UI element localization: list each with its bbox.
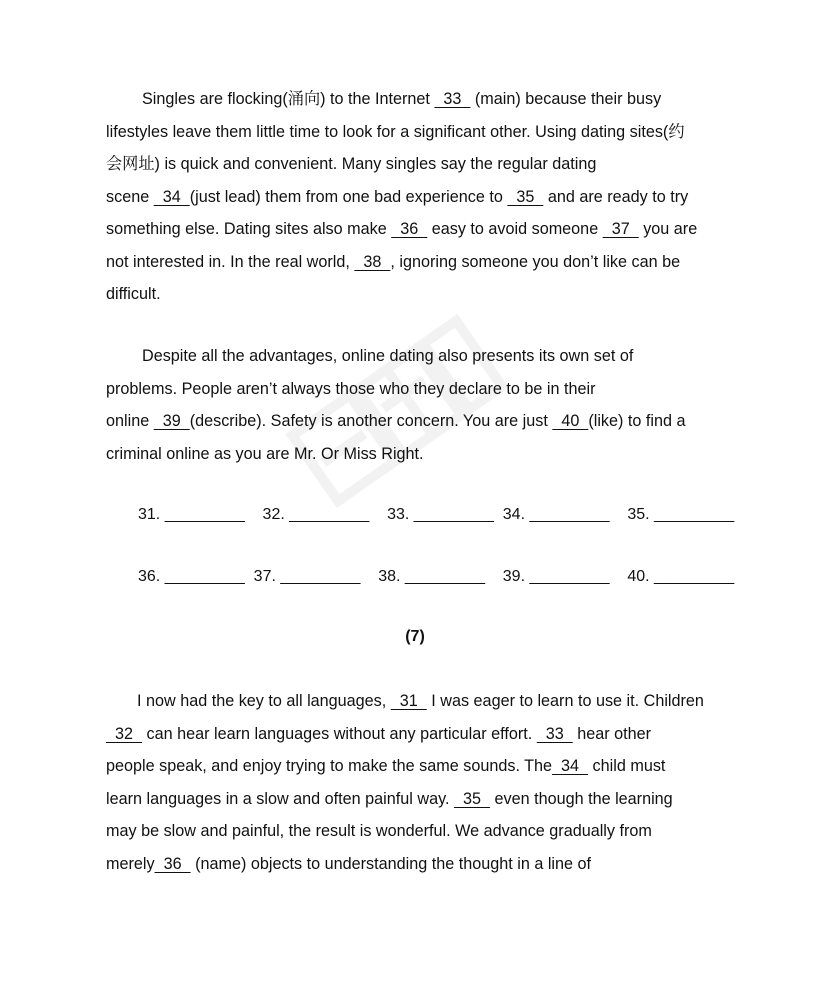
text-segment: and are ready to try <box>543 187 689 206</box>
text-segment: even though the learning <box>489 789 673 808</box>
text-line <box>106 246 730 279</box>
answer-blank: 37 <box>602 220 639 238</box>
text-line <box>106 405 730 438</box>
answer-blank: 38 <box>354 252 391 271</box>
passage-2 <box>106 340 730 470</box>
answer-blank: 40 <box>552 412 589 430</box>
answer-blank: 36 <box>154 854 191 873</box>
answer-blank: 33 <box>434 90 471 108</box>
text-line <box>106 750 730 783</box>
text-segment: something else. Dating sites also make <box>106 220 392 238</box>
text-line <box>106 373 730 406</box>
answer-row-1: 31. _________ 32. _________ 33. _________ 34. _________ 35. _________ <box>138 506 735 523</box>
text-segment: scene <box>106 187 154 206</box>
text-line <box>106 783 730 816</box>
answer-blank: 35 <box>453 789 490 808</box>
text-segment: Singles are flocking(涌向) to the Internet <box>142 90 435 108</box>
text-segment: you are <box>638 220 698 238</box>
text-segment: (describe). Safety is another concern. You are just <box>189 412 553 430</box>
text-line <box>106 685 730 718</box>
answer-blank: 35 <box>507 187 544 206</box>
answer-row-2: 36. _________ 37. _________ 38. _________ 39. _________ 40. _________ <box>138 568 735 585</box>
text-line <box>106 848 730 881</box>
text-segment: I now had the key to all languages, <box>137 692 391 710</box>
passage-1 <box>106 83 730 311</box>
text-segment: (main) because their busy <box>470 90 662 108</box>
answer-blank: 39 <box>153 412 190 430</box>
text-line <box>106 213 730 246</box>
text-line <box>106 718 730 751</box>
text-segment: problems. People aren’t always those who they declare to be in their <box>106 379 596 398</box>
text-segment: hear other <box>572 724 652 743</box>
text-line <box>106 181 730 214</box>
text-segment: easy to avoid someone <box>427 220 603 238</box>
text-segment: online <box>106 412 154 430</box>
text-line <box>106 148 730 181</box>
text-segment: child must <box>588 757 666 775</box>
answer-blank: 32 <box>106 724 142 743</box>
text-segment: lifestyles leave them little time to look for a significant other. Using dating sites(约 <box>106 122 685 141</box>
text-segment: I was eager to learn to use it. Children <box>426 692 704 710</box>
text-segment: , ignoring someone you don’t like can be <box>390 252 681 271</box>
text-segment: criminal online as you are Mr. Or Miss Right. <box>106 444 424 463</box>
text-line <box>106 116 730 149</box>
text-segment: (name) objects to understanding the thought in a line of <box>190 854 592 873</box>
answer-blank: 34 <box>153 187 190 206</box>
passage-3 <box>106 685 730 880</box>
text-line <box>106 278 730 311</box>
text-segment: difficult. <box>106 285 161 303</box>
text-segment: (just lead) them from one bad experience to <box>189 187 508 206</box>
text-segment: (like) to find a <box>588 412 686 430</box>
text-line <box>106 83 730 116</box>
answer-blank: 36 <box>391 220 428 238</box>
text-line <box>106 438 730 471</box>
answer-blank: 31 <box>390 692 427 710</box>
answer-blank: 34 <box>552 757 589 775</box>
text-segment: people speak, and enjoy trying to make the same sounds. The <box>106 757 553 775</box>
text-line <box>106 815 730 848</box>
text-segment: may be slow and painful, the result is wonderful. We advance gradually from <box>106 822 652 840</box>
text-segment: 会网址) is quick and convenient. Many singles say the regular dating <box>106 155 597 173</box>
text-segment: Despite all the advantages, online dating also presents its own set of <box>142 347 634 365</box>
answer-blank: 33 <box>536 724 573 743</box>
text-segment: not interested in. In the real world, <box>106 252 355 271</box>
text-segment: can hear learn languages without any particular effort. <box>142 724 537 743</box>
text-segment: merely <box>106 854 155 873</box>
text-segment: learn languages in a slow and often painful way. <box>106 789 454 808</box>
section-title: (7) <box>405 628 425 645</box>
text-line <box>106 340 730 373</box>
